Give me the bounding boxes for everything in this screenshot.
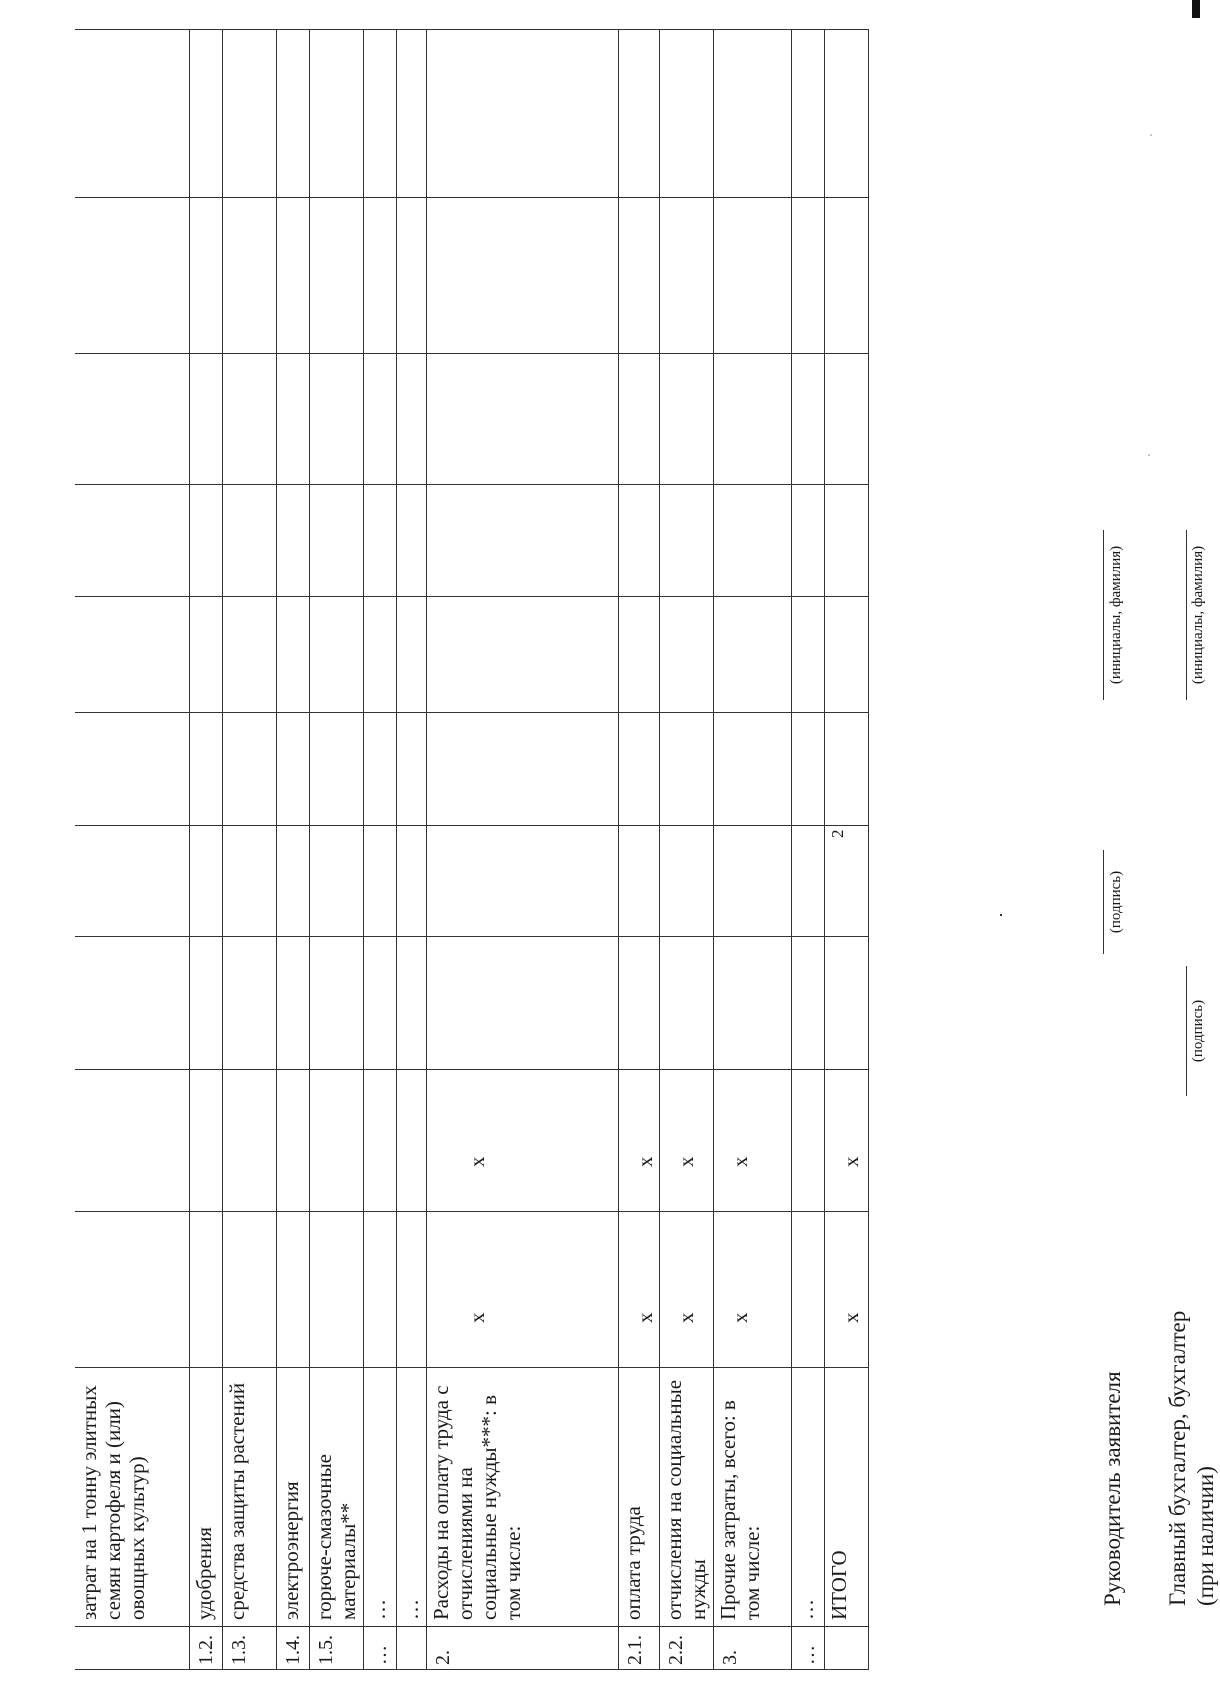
empty-cell — [309, 198, 363, 354]
empty-cell — [791, 937, 824, 1070]
table-row — [791, 30, 824, 1670]
accountant-name-caption: (инициалы, фамилия) — [1190, 545, 1206, 685]
table-row — [713, 30, 791, 1670]
empty-cell — [659, 485, 713, 597]
empty-cell — [618, 485, 659, 597]
mark-cell: х — [824, 1070, 868, 1212]
empty-cell — [363, 713, 396, 826]
mark-cell: х — [713, 1212, 791, 1368]
empty-cell — [426, 198, 618, 354]
empty-cell — [75, 826, 189, 937]
table-row — [824, 30, 868, 1670]
accountant-label-line2: (при наличии) — [1193, 1466, 1218, 1606]
row-number-cell: 2.1. — [618, 1627, 659, 1670]
empty-cell — [824, 30, 868, 198]
row-number-cell — [396, 1627, 426, 1670]
table-row — [659, 30, 713, 1670]
mark-cell — [309, 1212, 363, 1368]
row-number-cell: 2. — [426, 1627, 618, 1670]
empty-cell — [309, 937, 363, 1070]
empty-cell — [426, 597, 618, 713]
empty-cell — [791, 354, 824, 485]
accountant-signature-caption: (подпись) — [1190, 999, 1206, 1063]
empty-cell — [276, 826, 309, 937]
empty-cell — [363, 354, 396, 485]
empty-cell — [824, 198, 868, 354]
empty-cell — [396, 937, 426, 1070]
mark-cell — [363, 1070, 396, 1212]
empty-cell — [824, 485, 868, 597]
empty-cell — [396, 713, 426, 826]
empty-cell — [363, 485, 396, 597]
empty-cell — [659, 937, 713, 1070]
empty-cell — [791, 826, 824, 937]
scan-speck — [1148, 454, 1150, 456]
mark-cell: х — [426, 1070, 618, 1212]
row-name-cell: средства защиты растений — [222, 1368, 276, 1627]
empty-cell — [713, 354, 791, 485]
row-number-cell: 1.5. — [309, 1627, 363, 1670]
empty-cell — [75, 597, 189, 713]
empty-cell — [791, 597, 824, 713]
table-row — [309, 30, 363, 1670]
empty-cell — [713, 198, 791, 354]
table-row — [618, 30, 659, 1670]
empty-cell — [426, 713, 618, 826]
empty-cell — [618, 713, 659, 826]
empty-cell — [75, 937, 189, 1070]
mark-cell — [363, 1212, 396, 1368]
empty-cell — [189, 30, 222, 198]
row-number-cell: … — [791, 1627, 824, 1670]
empty-cell — [75, 30, 189, 198]
page-number: 2 — [828, 829, 847, 838]
row-name-cell: … — [363, 1368, 396, 1627]
row-name-cell: отчисления на социальные нужды — [659, 1368, 713, 1627]
empty-cell — [222, 354, 276, 485]
row-name-cell: оплата труда — [618, 1368, 659, 1627]
mark-cell — [791, 1070, 824, 1212]
empty-cell — [824, 597, 868, 713]
mark-cell — [276, 1070, 309, 1212]
table-row — [363, 30, 396, 1670]
empty-cell — [309, 354, 363, 485]
empty-cell — [618, 937, 659, 1070]
empty-cell — [618, 597, 659, 713]
empty-cell — [824, 713, 868, 826]
empty-cell — [713, 713, 791, 826]
mark-cell — [75, 1212, 189, 1368]
row-number-cell: 3. — [713, 1627, 791, 1670]
empty-cell — [363, 198, 396, 354]
head-signature-line — [1103, 850, 1104, 954]
row-name-cell: электроэнергия — [276, 1368, 309, 1627]
mark-cell: х — [618, 1070, 659, 1212]
empty-cell — [618, 826, 659, 937]
mark-cell — [309, 1070, 363, 1212]
empty-cell — [222, 30, 276, 198]
empty-cell — [396, 597, 426, 713]
empty-cell — [791, 713, 824, 826]
empty-cell — [276, 354, 309, 485]
empty-cell — [713, 826, 791, 937]
empty-cell — [824, 826, 868, 937]
table-row — [75, 30, 189, 1670]
empty-cell — [276, 30, 309, 198]
head-signature-caption: (подпись) — [1108, 870, 1124, 934]
mark-cell — [75, 1070, 189, 1212]
empty-cell — [189, 826, 222, 937]
empty-cell — [363, 937, 396, 1070]
table-row — [396, 30, 426, 1670]
row-name-cell: Расходы на оплату труда с отчислениями на социальные нужды***: в том числе: — [426, 1368, 618, 1627]
mark-cell: х — [659, 1070, 713, 1212]
mark-cell — [396, 1070, 426, 1212]
empty-cell — [276, 198, 309, 354]
row-number-cell — [824, 1627, 868, 1670]
empty-cell — [309, 713, 363, 826]
accountant-name-line — [1186, 530, 1187, 700]
row-name-cell: Прочие затраты, всего: в том числе: — [713, 1368, 791, 1627]
empty-cell — [276, 937, 309, 1070]
empty-cell — [276, 713, 309, 826]
empty-cell — [222, 198, 276, 354]
empty-cell — [75, 485, 189, 597]
empty-cell — [618, 198, 659, 354]
scan-speck — [1000, 914, 1002, 916]
empty-cell — [363, 826, 396, 937]
empty-cell — [618, 354, 659, 485]
empty-cell — [222, 713, 276, 826]
row-name-cell: удобрения — [189, 1368, 222, 1627]
empty-cell — [309, 826, 363, 937]
row-number-cell: 1.2. — [189, 1627, 222, 1670]
mark-cell — [222, 1070, 276, 1212]
empty-cell — [426, 937, 618, 1070]
empty-cell — [824, 354, 868, 485]
row-name-cell: затрат на 1 тонну элитных семян картофеля и (или) овощных культур) — [75, 1368, 189, 1627]
empty-cell — [75, 713, 189, 826]
empty-cell — [713, 597, 791, 713]
table-row — [222, 30, 276, 1670]
mark-cell — [396, 1212, 426, 1368]
row-name-cell: … — [791, 1368, 824, 1627]
row-name-cell: … — [396, 1368, 426, 1627]
empty-cell — [309, 30, 363, 198]
mark-cell: х — [824, 1212, 868, 1368]
empty-cell — [276, 597, 309, 713]
empty-cell — [309, 597, 363, 713]
mark-cell — [189, 1070, 222, 1212]
empty-cell — [189, 354, 222, 485]
accountant-label-line1: Главный бухгалтер, бухгалтер — [1165, 1310, 1190, 1606]
empty-cell — [222, 485, 276, 597]
mark-cell — [276, 1212, 309, 1368]
empty-cell — [222, 937, 276, 1070]
row-number-cell — [75, 1627, 189, 1670]
head-label: Руководитель заявителя — [1100, 1371, 1125, 1606]
empty-cell — [189, 597, 222, 713]
row-name-cell: ИТОГО — [824, 1368, 868, 1627]
empty-cell — [659, 198, 713, 354]
row-number-cell: … — [363, 1627, 396, 1670]
empty-cell — [363, 30, 396, 198]
empty-cell — [618, 30, 659, 198]
empty-cell — [396, 30, 426, 198]
head-name-line — [1103, 530, 1104, 700]
table-row — [189, 30, 222, 1670]
empty-cell — [276, 485, 309, 597]
row-number-cell: 2.2. — [659, 1627, 713, 1670]
empty-cell — [713, 485, 791, 597]
row-number-cell: 1.4. — [276, 1627, 309, 1670]
empty-cell — [659, 713, 713, 826]
mark-cell: х — [426, 1212, 618, 1368]
row-number-cell: 1.3. — [222, 1627, 276, 1670]
empty-cell — [713, 937, 791, 1070]
empty-cell — [791, 485, 824, 597]
empty-cell — [75, 354, 189, 485]
mark-cell: х — [618, 1212, 659, 1368]
empty-cell — [426, 826, 618, 937]
accountant-label — [1164, 1311, 1220, 1606]
empty-cell — [396, 485, 426, 597]
empty-cell — [222, 826, 276, 937]
empty-cell — [426, 30, 618, 198]
accountant-signature-line — [1186, 966, 1187, 1096]
empty-cell — [659, 597, 713, 713]
empty-cell — [659, 826, 713, 937]
empty-cell — [189, 937, 222, 1070]
empty-cell — [222, 597, 276, 713]
empty-cell — [363, 597, 396, 713]
scan-speck — [1150, 134, 1152, 136]
mark-cell — [222, 1212, 276, 1368]
empty-cell — [426, 485, 618, 597]
empty-cell — [659, 30, 713, 198]
table-row — [276, 30, 309, 1670]
empty-cell — [189, 485, 222, 597]
empty-cell — [791, 30, 824, 198]
empty-cell — [396, 198, 426, 354]
empty-cell — [791, 198, 824, 354]
mark-cell — [791, 1212, 824, 1368]
head-name-caption: (инициалы, фамилия) — [1108, 545, 1124, 685]
cost-table — [75, 29, 869, 1670]
empty-cell — [426, 354, 618, 485]
empty-cell — [659, 354, 713, 485]
mark-cell — [189, 1212, 222, 1368]
table-row — [426, 30, 618, 1670]
empty-cell — [824, 937, 868, 1070]
empty-cell — [309, 485, 363, 597]
empty-cell — [189, 713, 222, 826]
row-name-cell: горюче-смазочные материалы** — [309, 1368, 363, 1627]
mark-cell: х — [659, 1212, 713, 1368]
empty-cell — [396, 826, 426, 937]
empty-cell — [396, 354, 426, 485]
empty-cell — [713, 30, 791, 198]
mark-cell: х — [713, 1070, 791, 1212]
empty-cell — [75, 198, 189, 354]
empty-cell — [189, 198, 222, 354]
